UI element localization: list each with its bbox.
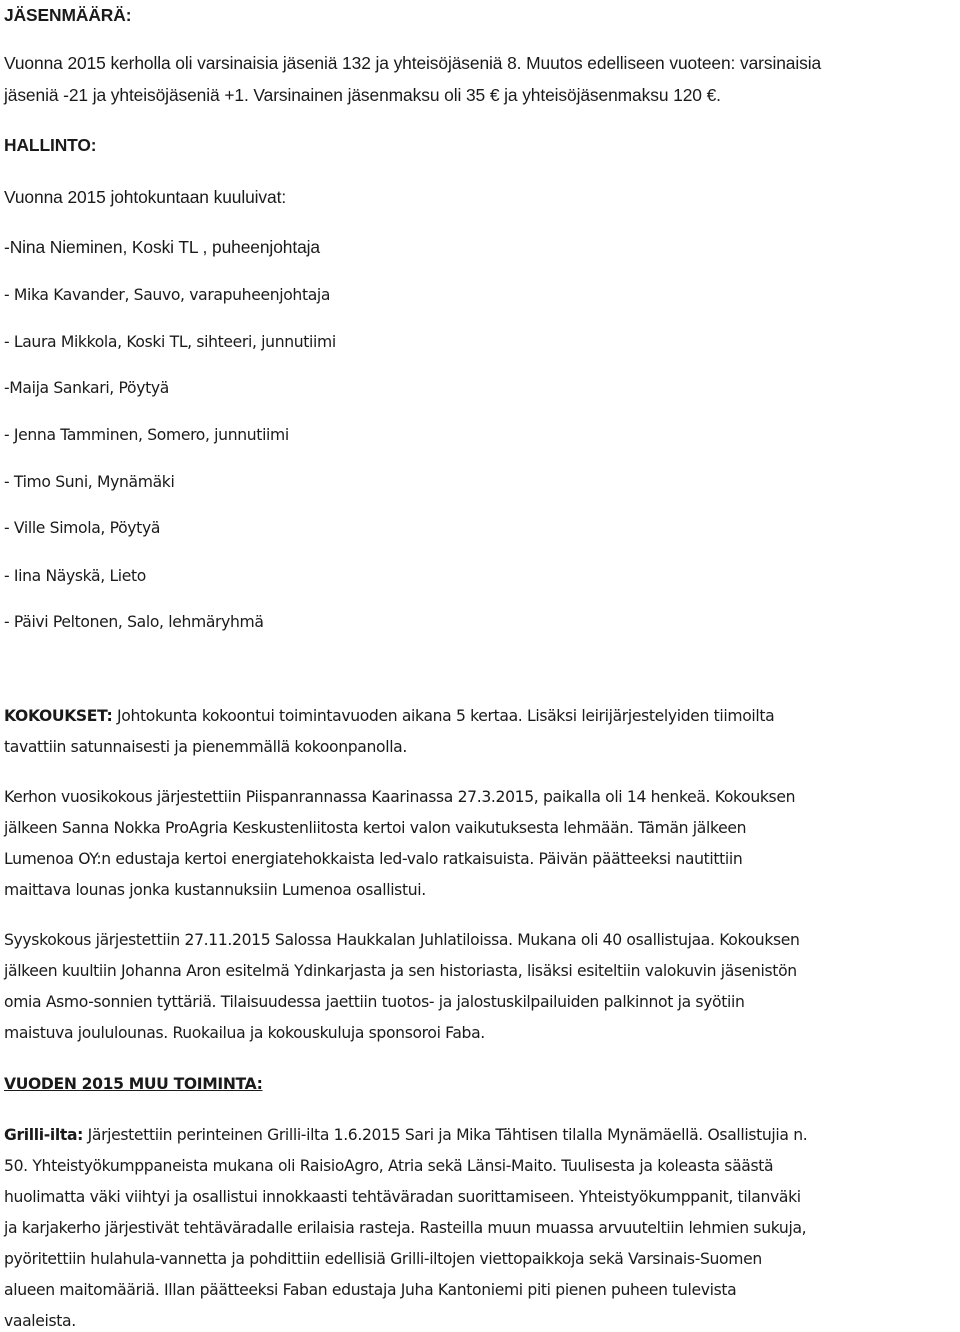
section-heading-muu-toiminta: VUODEN 2015 MUU TOIMINTA: bbox=[4, 1075, 263, 1093]
paragraph-text: Järjestettiin perinteinen Grilli-ilta 1.6.2015 Sari ja Mika Tähtisen tilalla Mynämäellä. Osallistujia n. bbox=[83, 1126, 808, 1144]
paragraph-line: 50. Yhteistyökumppaneista mukana oli RaisioAgro, Atria sekä Länsi-Maito. Tuulisesta ja koleasta säästä bbox=[4, 1157, 774, 1175]
paragraph-line: jäseniä -21 ja yhteisöjäseniä +1. Varsinainen jäsenmaksu oli 35 € ja yhteisöjäsenmaksu 120 €. bbox=[4, 85, 721, 105]
section-heading-jasenmaara: JÄSENMÄÄRÄ: bbox=[4, 5, 132, 25]
board-member-line: - Laura Mikkola, Koski TL, sihteeri, junnutiimi bbox=[4, 333, 336, 351]
paragraph-line: Vuonna 2015 johtokuntaan kuuluivat: bbox=[4, 187, 287, 207]
paragraph-line: jälkeen Sanna Nokka ProAgria Keskustenliitosta kertoi valon vaikutuksesta lehmään. Tämän jälkeen bbox=[4, 819, 747, 837]
paragraph-line bbox=[4, 705, 774, 727]
paragraph-line: omia Asmo-sonnien tyttäriä. Tilaisuudessa jaettiin tuotos- ja jalostuskilpailuiden palkinnot ja syötiin bbox=[4, 993, 745, 1011]
paragraph-text: Johtokunta kokoontui toimintavuoden aikana 5 kertaa. Lisäksi leirijärjestelyiden tiimoilta bbox=[112, 707, 775, 725]
paragraph-line: Vuonna 2015 kerholla oli varsinaisia jäseniä 132 ja yhteisöjäseniä 8. Muutos edelliseen vuoteen: varsinaisia bbox=[4, 53, 822, 73]
board-member-line: - Päivi Peltonen, Salo, lehmäryhmä bbox=[4, 613, 264, 631]
paragraph-line: pyöritettiin hulahula-vannetta ja pohdittiin edellisiä Grilli-iltojen viettopaikkoja sekä Varsinais-Suomen bbox=[4, 1250, 762, 1268]
board-member-line: - Mika Kavander, Sauvo, varapuheenjohtaja bbox=[4, 286, 331, 304]
paragraph-line: Kerhon vuosikokous järjestettiin Piispanrannassa Kaarinassa 27.3.2015, paikalla oli 14 henkeä. Kokouksen bbox=[4, 788, 796, 806]
paragraph-line: jälkeen kuultiin Johanna Aron esitelmä Ydinkarjasta ja sen historiasta, lisäksi esiteltiin valokuvin jäsenistön bbox=[4, 962, 797, 980]
board-member-line: - Timo Suni, Mynämäki bbox=[4, 473, 175, 491]
section-heading-hallinto: HALLINTO: bbox=[4, 135, 97, 155]
board-member-line: -Nina Nieminen, Koski TL , puheenjohtaja bbox=[4, 237, 320, 257]
board-member-line: - Iina Näyskä, Lieto bbox=[4, 567, 146, 585]
board-member-line: - Ville Simola, Pöytyä bbox=[4, 519, 161, 537]
kokoukset-label: KOKOUKSET: bbox=[4, 707, 113, 725]
paragraph-line: huolimatta väki viihtyi ja osallistui innokkaasti tehtäväradan suorittamiseen. Yhteistyökumppanit, tilanväki bbox=[4, 1188, 801, 1206]
paragraph-line: alueen maitomääriä. Illan päätteeksi Faban edustaja Juha Kantoniemi piti pienen puheen tulevista bbox=[4, 1281, 737, 1299]
paragraph-line: Syyskokous järjestettiin 27.11.2015 Salossa Haukkalan Juhlatiloissa. Mukana oli 40 osallistujaa. Kokouksen bbox=[4, 931, 800, 949]
grilli-ilta-label: Grilli-ilta: bbox=[4, 1126, 84, 1144]
paragraph-line: tavattiin satunnaisesti ja pienemmällä kokoonpanolla. bbox=[4, 738, 407, 756]
paragraph-line: ja karjakerho järjestivät tehtäväradalle erilaisia rasteja. Rasteilla muun muassa arvuuteltiin lehmien sukuja, bbox=[4, 1219, 807, 1237]
board-member-line: - Jenna Tamminen, Somero, junnutiimi bbox=[4, 426, 289, 444]
paragraph-line bbox=[4, 1124, 807, 1146]
paragraph-line: maistuva joululounas. Ruokailua ja kokouskuluja sponsoroi Faba. bbox=[4, 1024, 485, 1042]
board-member-line: -Maija Sankari, Pöytyä bbox=[4, 379, 169, 397]
paragraph-line: maittava lounas jonka kustannuksiin Lumenoa osallistui. bbox=[4, 881, 426, 899]
paragraph-line: Lumenoa OY:n edustaja kertoi energiatehokkaista led-valo ratkaisuista. Päivän päätteeksi nautittiin bbox=[4, 850, 743, 868]
paragraph-line: vaaleista. bbox=[4, 1312, 76, 1330]
